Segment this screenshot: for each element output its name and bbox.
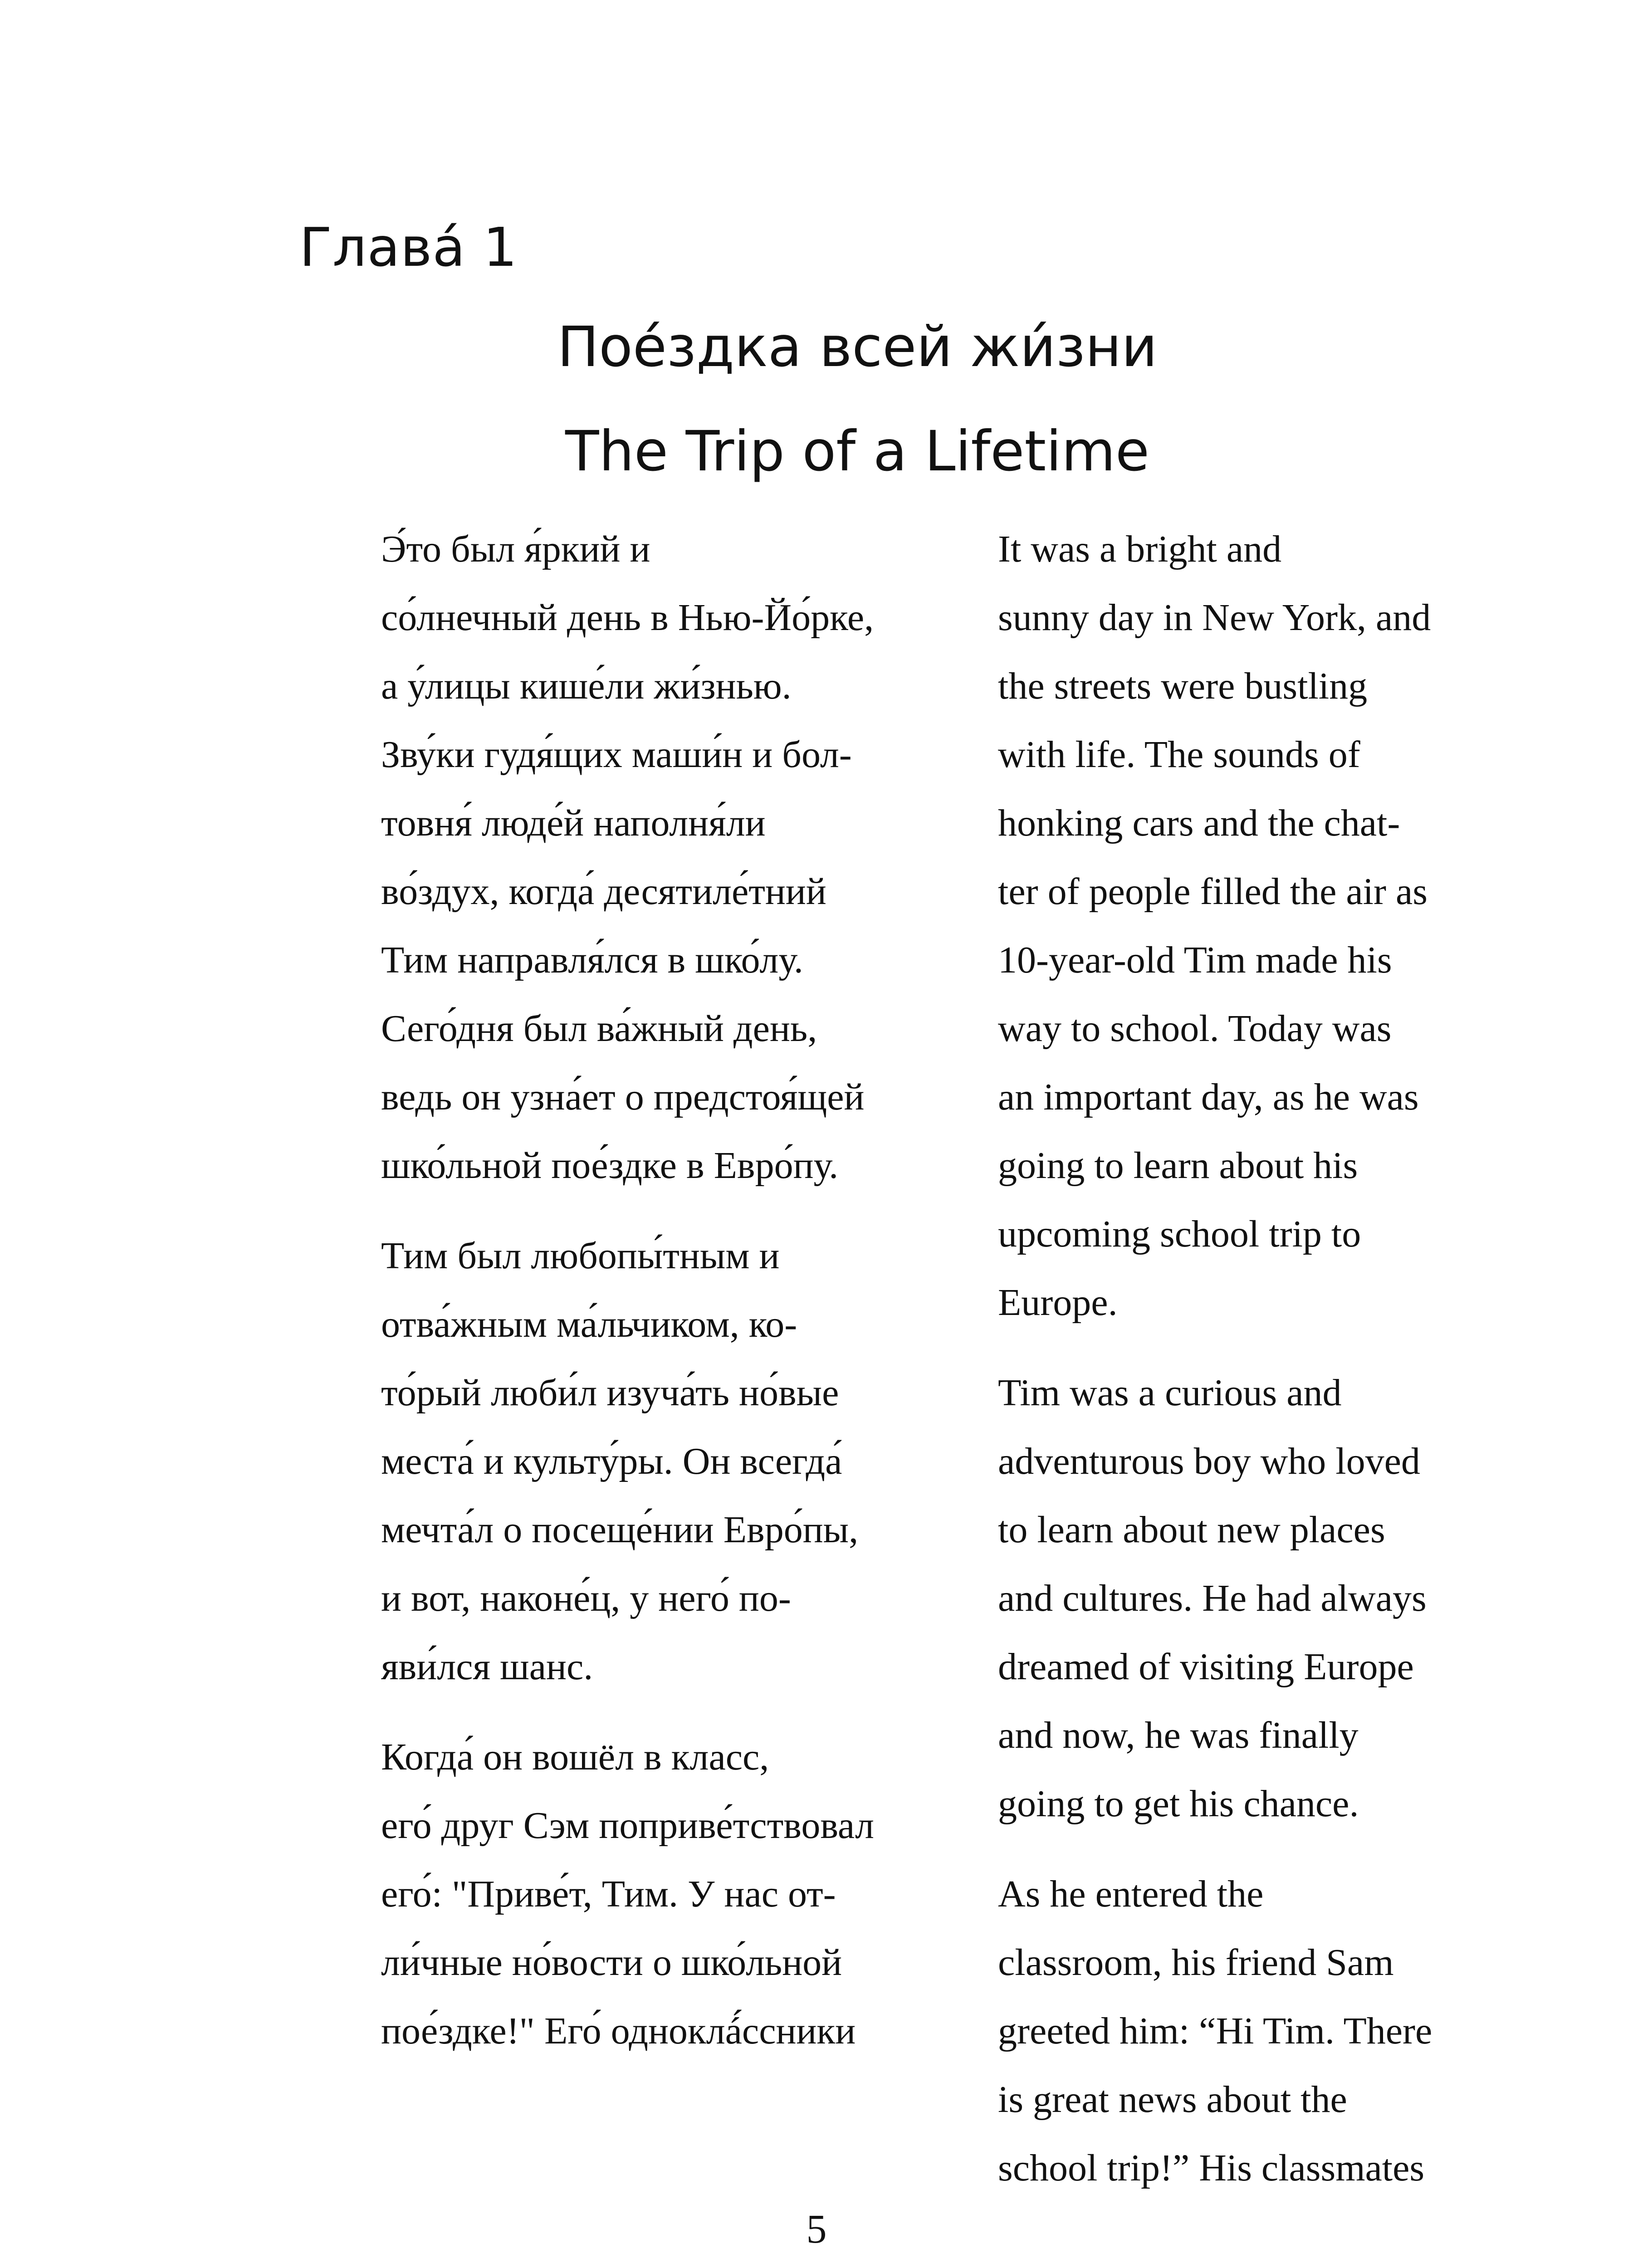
text-line: отва́жным ма́льчиком, ко-: [381, 1303, 797, 1345]
text-line: Tim was a curious and: [998, 1372, 1342, 1414]
english-paragraph-1: [916, 515, 1438, 1337]
english-paragraph-2: [916, 1359, 1438, 1838]
text-line: товня́ люде́й наполня́ли: [381, 802, 766, 844]
text-line: As he entered the: [998, 1873, 1264, 1915]
text-line: пое́здке!" Его́ одноклá́ссники: [381, 2010, 856, 2052]
text-line: going to learn about his: [998, 1144, 1358, 1187]
text-line: места́ и культу́ры. Он всегда́: [381, 1440, 842, 1482]
text-line: with life. The sounds of: [998, 733, 1360, 776]
text-line: Э́то был я́ркий и: [381, 528, 650, 570]
text-line: со́лнечный день в Нью-Йо́рке,: [381, 596, 874, 639]
text-line: and now, he was finally: [998, 1714, 1359, 1756]
text-line: яви́лся шанс.: [381, 1646, 593, 1688]
russian-text-column: [299, 515, 885, 2087]
text-line: Сего́дня был ва́жный день,: [381, 1007, 817, 1050]
bat-icon: [776, 2266, 948, 2268]
text-line: его́ друг Сэм поприве́тствовал: [381, 1804, 874, 1847]
text-line: Когда́ он вошёл в класс,: [381, 1736, 769, 1778]
text-line: ter of people filled the air as: [998, 870, 1428, 913]
text-line: It was a bright and: [998, 528, 1282, 570]
text-line: то́рый люби́л изуча́ть но́вые: [381, 1372, 839, 1414]
text-line: school trip!” His classmates: [998, 2147, 1425, 2189]
text-line: ведь он узна́ет о предстоя́щей: [381, 1076, 865, 1118]
text-line: greeted him: “Hi Tim. There: [998, 2010, 1433, 2052]
chapter-title-russian: Пое́здка всей жи́зни: [557, 315, 1158, 379]
text-line: dreamed of visiting Europe: [998, 1646, 1414, 1688]
text-line: его́: "Приве́т, Тим. У нас от-: [381, 1873, 836, 1915]
text-line: Europe.: [998, 1281, 1118, 1324]
text-line: и вот, наконе́ц, у него́ по-: [381, 1577, 791, 1619]
text-line: sunny day in New York, and: [998, 596, 1431, 639]
text-line: an important day, as he was: [998, 1076, 1419, 1118]
text-line: Тим был любопы́тным и: [381, 1235, 780, 1277]
text-line: going to get his chance.: [998, 1783, 1359, 1825]
russian-paragraph-1: [299, 515, 885, 1200]
text-line: во́здух, когда́ десятиле́тний: [381, 870, 826, 913]
text-line: and cultures. He had always: [998, 1577, 1427, 1619]
text-line: upcoming school trip to: [998, 1213, 1361, 1255]
english-paragraph-3: [916, 1860, 1438, 2202]
text-line: adventurous boy who loved: [998, 1440, 1420, 1482]
text-line: мечта́л о посеще́нии Евро́пы,: [381, 1509, 859, 1551]
russian-paragraph-2: [299, 1222, 885, 1701]
english-text-column: [916, 515, 1438, 2224]
text-line: шко́льной пое́здке в Евро́пу.: [381, 1144, 839, 1187]
chapter-title-english: The Trip of a Lifetime: [565, 419, 1149, 484]
text-line: Тим направля́лся в шко́лу.: [381, 939, 803, 981]
page-number: 5: [806, 2207, 827, 2252]
text-line: way to school. Today was: [998, 1007, 1392, 1050]
russian-paragraph-3: [299, 1723, 885, 2065]
text-line: Зву́ки гудя́щих маши́н и бол-: [381, 733, 852, 776]
text-line: classroom, his friend Sam: [998, 1941, 1394, 1984]
text-line: а у́лицы кише́ли жи́знью.: [381, 665, 792, 707]
chapter-label: Глава́ 1: [299, 216, 518, 279]
text-line: to learn about new places: [998, 1509, 1385, 1551]
text-line: 10-year-old Tim made his: [998, 939, 1392, 981]
text-line: ли́чные но́вости о шко́льной: [381, 1941, 842, 1984]
text-line: the streets were bustling: [998, 665, 1368, 707]
text-line: is great news about the: [998, 2078, 1347, 2121]
text-line: honking cars and the chat-: [998, 802, 1400, 844]
